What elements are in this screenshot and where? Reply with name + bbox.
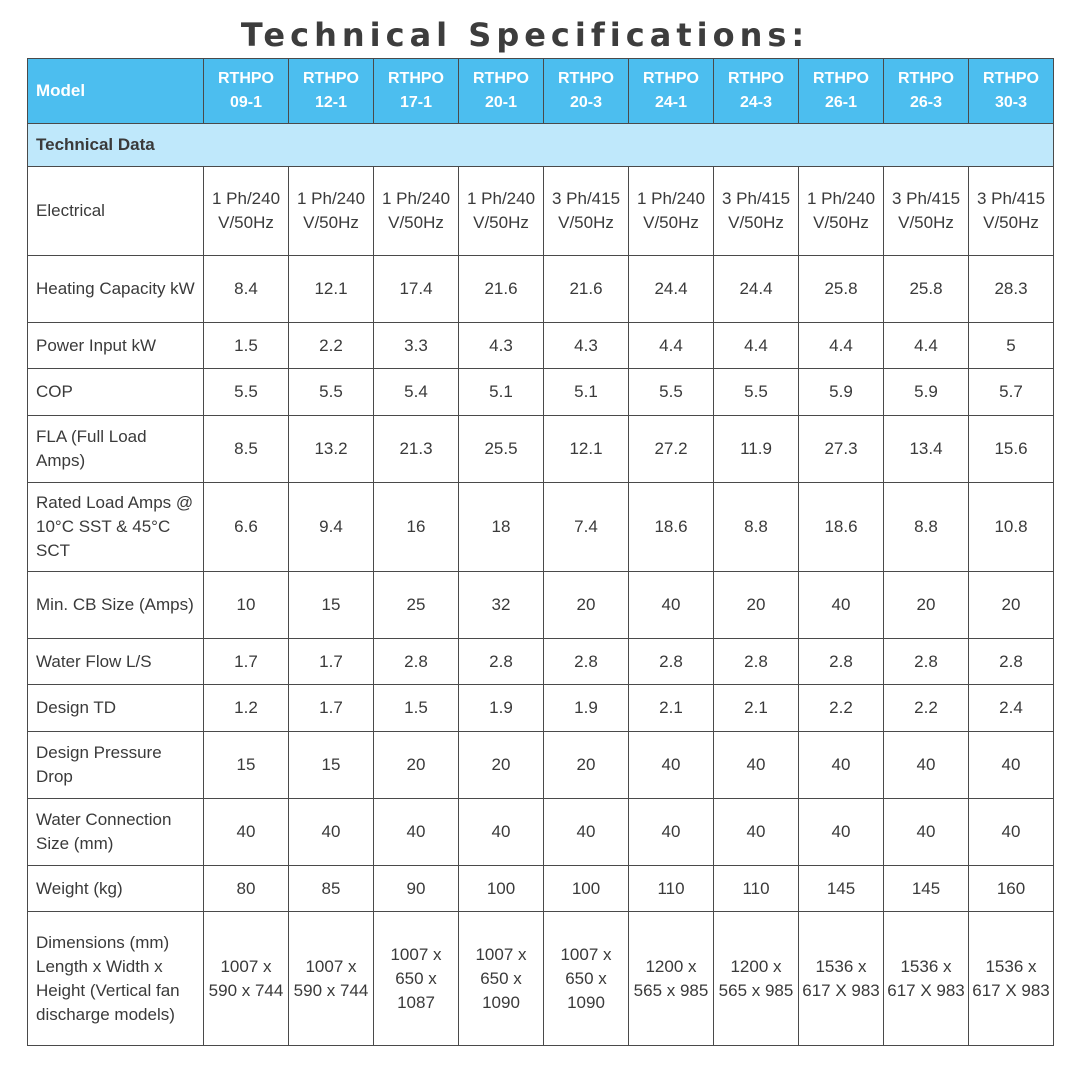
row-label: Weight (kg) [28,866,204,912]
row-label: Electrical [28,167,204,256]
table-cell: 25.8 [884,256,969,323]
table-cell: 5.5 [629,369,714,416]
table-row [28,639,1054,685]
table-cell: 27.2 [629,416,714,483]
table-cell: 4.3 [459,323,544,369]
table-cell: 12.1 [544,416,629,483]
table-cell: 1.2 [204,685,289,732]
table-cell: 1.7 [204,639,289,685]
table-cell: 20 [544,732,629,799]
model-column-header: RTHPO 24-1 [629,59,714,124]
table-cell: 2.8 [969,639,1054,685]
row-label: COP [28,369,204,416]
table-cell: 1.7 [289,639,374,685]
model-column-header: RTHPO 30-3 [969,59,1054,124]
table-cell: 10.8 [969,483,1054,572]
table-cell: 100 [459,866,544,912]
table-cell: 25.8 [799,256,884,323]
model-header: Model [28,59,204,124]
table-row [28,685,1054,732]
table-cell: 28.3 [969,256,1054,323]
model-column-header: RTHPO 20-1 [459,59,544,124]
table-cell: 2.2 [884,685,969,732]
table-cell: 5.1 [459,369,544,416]
table-cell: 21.6 [459,256,544,323]
table-cell: 1 Ph/240 V/50Hz [799,167,884,256]
table-cell: 40 [544,799,629,866]
table-cell: 3 Ph/415 V/50Hz [714,167,799,256]
table-cell: 85 [289,866,374,912]
row-label: Min. CB Size (Amps) [28,572,204,639]
table-cell: 80 [204,866,289,912]
table-cell: 5.1 [544,369,629,416]
table-cell: 40 [969,732,1054,799]
table-cell: 8.8 [884,483,969,572]
table-row [28,167,1054,256]
section-label: Technical Data [28,124,1054,167]
table-cell: 110 [714,866,799,912]
table-cell: 1.9 [459,685,544,732]
table-cell: 2.1 [629,685,714,732]
table-cell: 20 [459,732,544,799]
table-cell: 5.5 [204,369,289,416]
table-cell: 40 [459,799,544,866]
table-cell: 1007 x 590 x 744 [289,912,374,1046]
row-label: Dimensions (mm) Length x Width x Height (Vertical fan discharge models) [28,912,204,1046]
model-column-header: RTHPO 17-1 [374,59,459,124]
table-cell: 5.5 [289,369,374,416]
table-cell: 1.9 [544,685,629,732]
table-cell: 15 [204,732,289,799]
table-cell: 1536 x 617 X 983 [884,912,969,1046]
table-cell: 24.4 [629,256,714,323]
header-row [28,59,1054,124]
table-row [28,799,1054,866]
table-cell: 1 Ph/240 V/50Hz [629,167,714,256]
table-cell: 17.4 [374,256,459,323]
table-cell: 2.2 [799,685,884,732]
table-cell: 40 [629,572,714,639]
row-label: FLA (Full Load Amps) [28,416,204,483]
table-cell: 40 [969,799,1054,866]
specifications-table [27,58,1054,1046]
page-title: Technical Specifications: [240,16,810,54]
table-cell: 9.4 [289,483,374,572]
table-cell: 1536 x 617 X 983 [799,912,884,1046]
table-cell: 160 [969,866,1054,912]
table-cell: 18.6 [629,483,714,572]
table-cell: 5.9 [884,369,969,416]
table-cell: 18 [459,483,544,572]
table-row [28,369,1054,416]
table-cell: 1200 x 565 x 985 [629,912,714,1046]
model-column-header: RTHPO 12-1 [289,59,374,124]
row-label: Heating Capacity kW [28,256,204,323]
table-cell: 2.8 [459,639,544,685]
table-cell: 40 [799,799,884,866]
table-cell: 2.8 [374,639,459,685]
table-cell: 15 [289,572,374,639]
model-column-header: RTHPO 26-1 [799,59,884,124]
table-cell: 5.9 [799,369,884,416]
table-cell: 13.4 [884,416,969,483]
table-cell: 25.5 [459,416,544,483]
table-cell: 1200 x 565 x 985 [714,912,799,1046]
table-cell: 2.8 [629,639,714,685]
table-cell: 8.4 [204,256,289,323]
row-label: Rated Load Amps @ 10°C SST & 45°C SCT [28,483,204,572]
table-cell: 27.3 [799,416,884,483]
table-row [28,732,1054,799]
table-cell: 5.5 [714,369,799,416]
table-cell: 5.4 [374,369,459,416]
table-cell: 20 [714,572,799,639]
table-row [28,866,1054,912]
table-cell: 40 [884,732,969,799]
row-label: Design Pressure Drop [28,732,204,799]
table-cell: 1007 x 650 x 1087 [374,912,459,1046]
table-cell: 1 Ph/240 V/50Hz [204,167,289,256]
table-cell: 40 [714,732,799,799]
table-row [28,483,1054,572]
table-cell: 10 [204,572,289,639]
table-cell: 2.4 [969,685,1054,732]
table-cell: 5 [969,323,1054,369]
table-cell: 1007 x 650 x 1090 [544,912,629,1046]
table-cell: 15 [289,732,374,799]
table-cell: 1 Ph/240 V/50Hz [289,167,374,256]
table-cell: 1 Ph/240 V/50Hz [459,167,544,256]
table-cell: 4.4 [629,323,714,369]
model-column-header: RTHPO 26-3 [884,59,969,124]
table-cell: 3 Ph/415 V/50Hz [969,167,1054,256]
table-cell: 8.8 [714,483,799,572]
table-cell: 1007 x 590 x 744 [204,912,289,1046]
table-cell: 40 [799,572,884,639]
table-cell: 1.5 [204,323,289,369]
table-cell: 4.4 [799,323,884,369]
table-cell: 40 [884,799,969,866]
table-cell: 1007 x 650 x 1090 [459,912,544,1046]
table-cell: 16 [374,483,459,572]
row-label: Design TD [28,685,204,732]
table-cell: 2.8 [884,639,969,685]
table-cell: 145 [884,866,969,912]
table-cell: 20 [374,732,459,799]
table-cell: 40 [204,799,289,866]
table-cell: 3.3 [374,323,459,369]
table-cell: 90 [374,866,459,912]
table-cell: 40 [629,732,714,799]
table-cell: 20 [969,572,1054,639]
table-cell: 20 [544,572,629,639]
table-cell: 21.3 [374,416,459,483]
table-row [28,572,1054,639]
table-cell: 145 [799,866,884,912]
table-cell: 25 [374,572,459,639]
table-cell: 3 Ph/415 V/50Hz [884,167,969,256]
table-cell: 1.7 [289,685,374,732]
model-column-header: RTHPO 09-1 [204,59,289,124]
table-cell: 13.2 [289,416,374,483]
table-cell: 100 [544,866,629,912]
table-cell: 2.8 [544,639,629,685]
table-cell: 20 [884,572,969,639]
table-cell: 6.6 [204,483,289,572]
row-label: Water Flow L/S [28,639,204,685]
table-cell: 12.1 [289,256,374,323]
table-row [28,256,1054,323]
table-cell: 40 [714,799,799,866]
table-cell: 2.1 [714,685,799,732]
row-label: Power Input kW [28,323,204,369]
table-cell: 8.5 [204,416,289,483]
table-cell: 4.4 [714,323,799,369]
table-cell: 3 Ph/415 V/50Hz [544,167,629,256]
table-row [28,323,1054,369]
table-cell: 11.9 [714,416,799,483]
table-cell: 5.7 [969,369,1054,416]
table-cell: 18.6 [799,483,884,572]
table-cell: 32 [459,572,544,639]
table-cell: 2.8 [714,639,799,685]
table-row [28,912,1054,1046]
table-row [28,416,1054,483]
row-label: Water Connection Size (mm) [28,799,204,866]
table-cell: 24.4 [714,256,799,323]
table-cell: 4.3 [544,323,629,369]
table-cell: 21.6 [544,256,629,323]
table-cell: 40 [374,799,459,866]
section-row [28,124,1054,167]
table-cell: 1 Ph/240 V/50Hz [374,167,459,256]
table-cell: 40 [799,732,884,799]
model-column-header: RTHPO 20-3 [544,59,629,124]
table-cell: 7.4 [544,483,629,572]
table-cell: 15.6 [969,416,1054,483]
table-cell: 1.5 [374,685,459,732]
table-cell: 110 [629,866,714,912]
table-cell: 40 [629,799,714,866]
model-column-header: RTHPO 24-3 [714,59,799,124]
table-cell: 2.8 [799,639,884,685]
table-cell: 2.2 [289,323,374,369]
table-cell: 1536 x 617 X 983 [969,912,1054,1046]
table-cell: 4.4 [884,323,969,369]
table-cell: 40 [289,799,374,866]
